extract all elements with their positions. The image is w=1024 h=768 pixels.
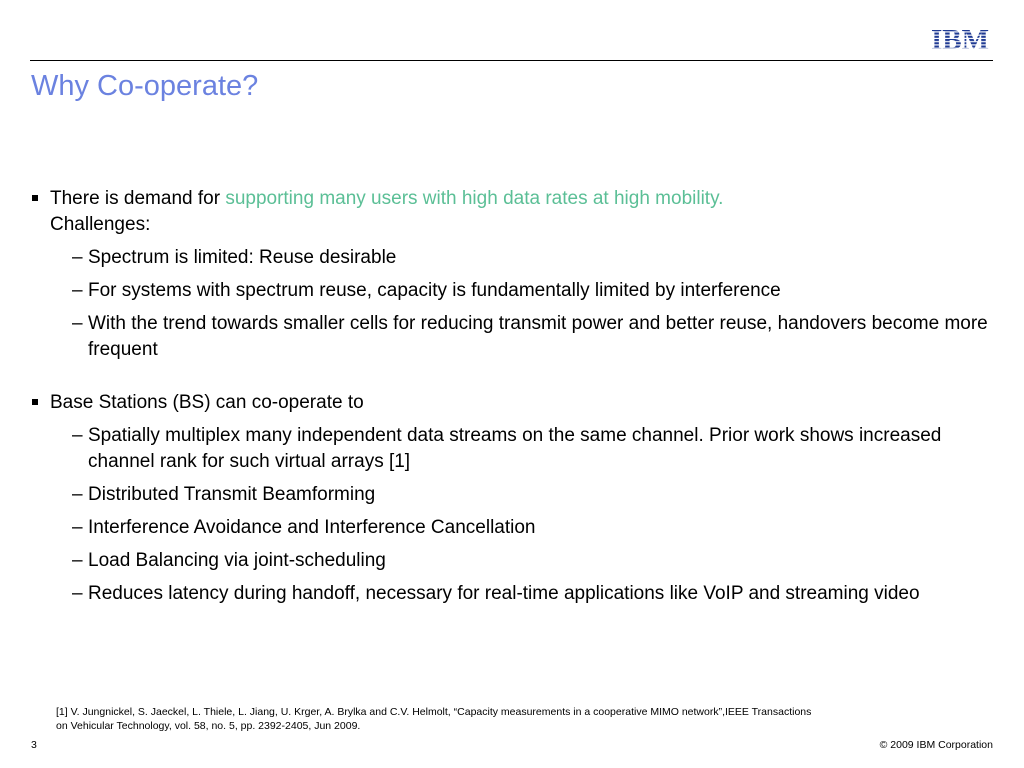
sub-item [30, 311, 990, 363]
sub-item-text: Reduces latency during handoff, necessary for real-time applications like VoIP and streaming video [88, 583, 920, 604]
dash-marker: – [72, 313, 83, 334]
header-rule [30, 60, 993, 61]
bullet-demand [30, 186, 990, 238]
sub-item-text: Load Balancing via joint-scheduling [88, 550, 386, 571]
footnote-line-1: [1] V. Jungnickel, S. Jaeckel, L. Thiele, L. Jiang, U. Krger, A. Brylka and C.V. Helmolt, “Capacity measurements in a cooperative MIMO network”,IEEE Transactions [56, 706, 812, 718]
square-bullet-icon [32, 399, 38, 405]
dash-marker: – [72, 550, 83, 571]
sub-item [30, 245, 990, 271]
bullet-text: There is demand for [50, 188, 226, 209]
dash-marker: – [72, 583, 83, 604]
sub-item-text: Spectrum is limited: Reuse desirable [88, 247, 397, 268]
sub-item [30, 548, 990, 574]
page-number: 3 [31, 739, 37, 751]
sub-item [30, 515, 990, 541]
ibm-logo [926, 26, 994, 52]
sub-item [30, 423, 990, 475]
sub-item [30, 581, 990, 607]
dash-marker: – [72, 280, 83, 301]
bullet-text-continued: Challenges: [50, 214, 151, 235]
sub-item-text: Interference Avoidance and Interference Cancellation [88, 517, 536, 538]
bullet-base-stations [30, 390, 990, 416]
slide-body [30, 186, 990, 607]
footnote-line-2: on Vehicular Technology, vol. 58, no. 5, pp. 2392-2405, Jun 2009. [56, 720, 361, 732]
sub-item-text: Spatially multiplex many independent data streams on the same channel. Prior work shows increased channel rank for such virtual arrays [1] [88, 425, 942, 472]
slide-title: Why Co-operate? [31, 70, 259, 102]
dash-marker: – [72, 517, 83, 538]
sub-item-text: For systems with spectrum reuse, capacity is fundamentally limited by interference [88, 280, 781, 301]
footnote [56, 705, 916, 733]
sub-item [30, 482, 990, 508]
square-bullet-icon [32, 195, 38, 201]
sub-item-text: Distributed Transmit Beamforming [88, 484, 376, 505]
copyright-notice: © 2009 IBM Corporation [879, 739, 993, 751]
svg-text:IBM: IBM [931, 26, 989, 52]
sub-item [30, 278, 990, 304]
dash-marker: – [72, 425, 83, 446]
dash-marker: – [72, 484, 83, 505]
highlighted-text: supporting many users with high data rates at high mobility. [225, 188, 724, 209]
bullet-text: Base Stations (BS) can co-operate to [50, 392, 364, 413]
sub-item-text: With the trend towards smaller cells for reducing transmit power and better reuse, handovers become more frequent [88, 313, 988, 360]
dash-marker: – [72, 247, 83, 268]
